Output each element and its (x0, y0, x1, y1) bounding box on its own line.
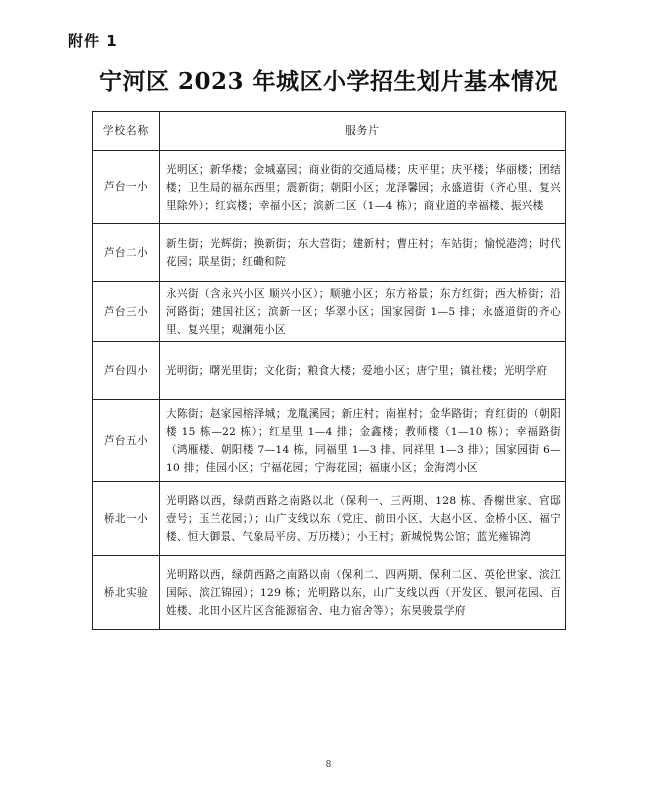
table-row (93, 151, 566, 224)
service-area-cell: 大陈街；赵家园榕泽城；龙胤溪园；新庄村；南崔村；金华路街；育红街的（朝阳楼 15 栋—22 栋）；红星里 1—4 排；金鑫楼；教师楼（1—10 栋）；幸福路街（鸿雁楼、朝阳楼 7—14 栋，同福里 1—3 排、同祥里 1—3 排）；国家园街 6—10 排；佳园小区；宁福花园；宁海花园；福康小区；金海湾小区 (160, 400, 566, 482)
column-header-area: 服务片 (160, 112, 566, 151)
school-name-cell: 芦台二小 (93, 224, 160, 282)
column-header-school: 学校名称 (93, 112, 160, 151)
table-row (93, 400, 566, 482)
school-name-cell: 芦台三小 (93, 282, 160, 342)
school-name-cell: 桥北一小 (93, 482, 160, 556)
enrollment-zoning-table (92, 111, 566, 630)
service-area-cell: 光明路以西，绿荫西路之南路以南（保利二、四两期、保利二区、英伦世家、滨江国际、滨江锦园）；129 栋；光明路以东，山广支线以西（开发区、银河花园、百姓楼、北田小区片区含能源宿舍、电力宿舍等）；东昊骏景学府 (160, 556, 566, 630)
school-name-cell: 芦台五小 (93, 400, 160, 482)
service-area-cell: 光明街；曙光里街；文化街；粮食大楼；爱地小区；唐宁里；镇社楼；光明学府 (160, 342, 566, 400)
service-area-cell: 新生街；光辉街；换新街；东大营街；建新村；曹庄村；车站街；愉悦港湾；时代花园；联星街；红磡和院 (160, 224, 566, 282)
service-area-cell: 光明路以西，绿荫西路之南路以北（保利一、三两期、128 栋、香榭世家、官邸壹号；玉兰花园；）；山广支线以东（党庄、前田小区、大赵小区、金桥小区、福宁楼、恒大御景、气象局平房、万历楼）；小王村；新城悦隽公馆；蓝光雍锦湾 (160, 482, 566, 556)
page-number: 8 (325, 760, 332, 770)
table-row (93, 556, 566, 630)
table-row (93, 224, 566, 282)
table-row (93, 282, 566, 342)
attachment-label: 附件 1 (68, 32, 118, 50)
school-name-cell: 桥北实验 (93, 556, 160, 630)
table-header-row (93, 112, 566, 151)
service-area-cell: 永兴街（含永兴小区 顺兴小区）；顺驰小区；东方裕景；东方红街；西大桥街；沿河路街；建国社区；滨新一区；华翠小区；国家园街 1—5 排；永盛道街的齐心里、复兴里；观澜苑小区 (160, 282, 566, 342)
page-title: 宁河区 2023 年城区小学招生划片基本情况 (98, 68, 559, 95)
table-row (93, 342, 566, 400)
school-name-cell: 芦台四小 (93, 342, 160, 400)
school-name-cell: 芦台一小 (93, 151, 160, 224)
service-area-cell: 光明区；新华楼；金城嘉园；商业街的交通局楼；庆平里；庆平楼；华丽楼；团结楼；卫生局的福东西里；震新街；朝阳小区；龙泽馨园；永盛道街（齐心里、复兴里除外）；红宾楼；幸福小区；滨新二区（1—4 栋）；商业道的幸福楼、振兴楼 (160, 151, 566, 224)
table-row (93, 482, 566, 556)
